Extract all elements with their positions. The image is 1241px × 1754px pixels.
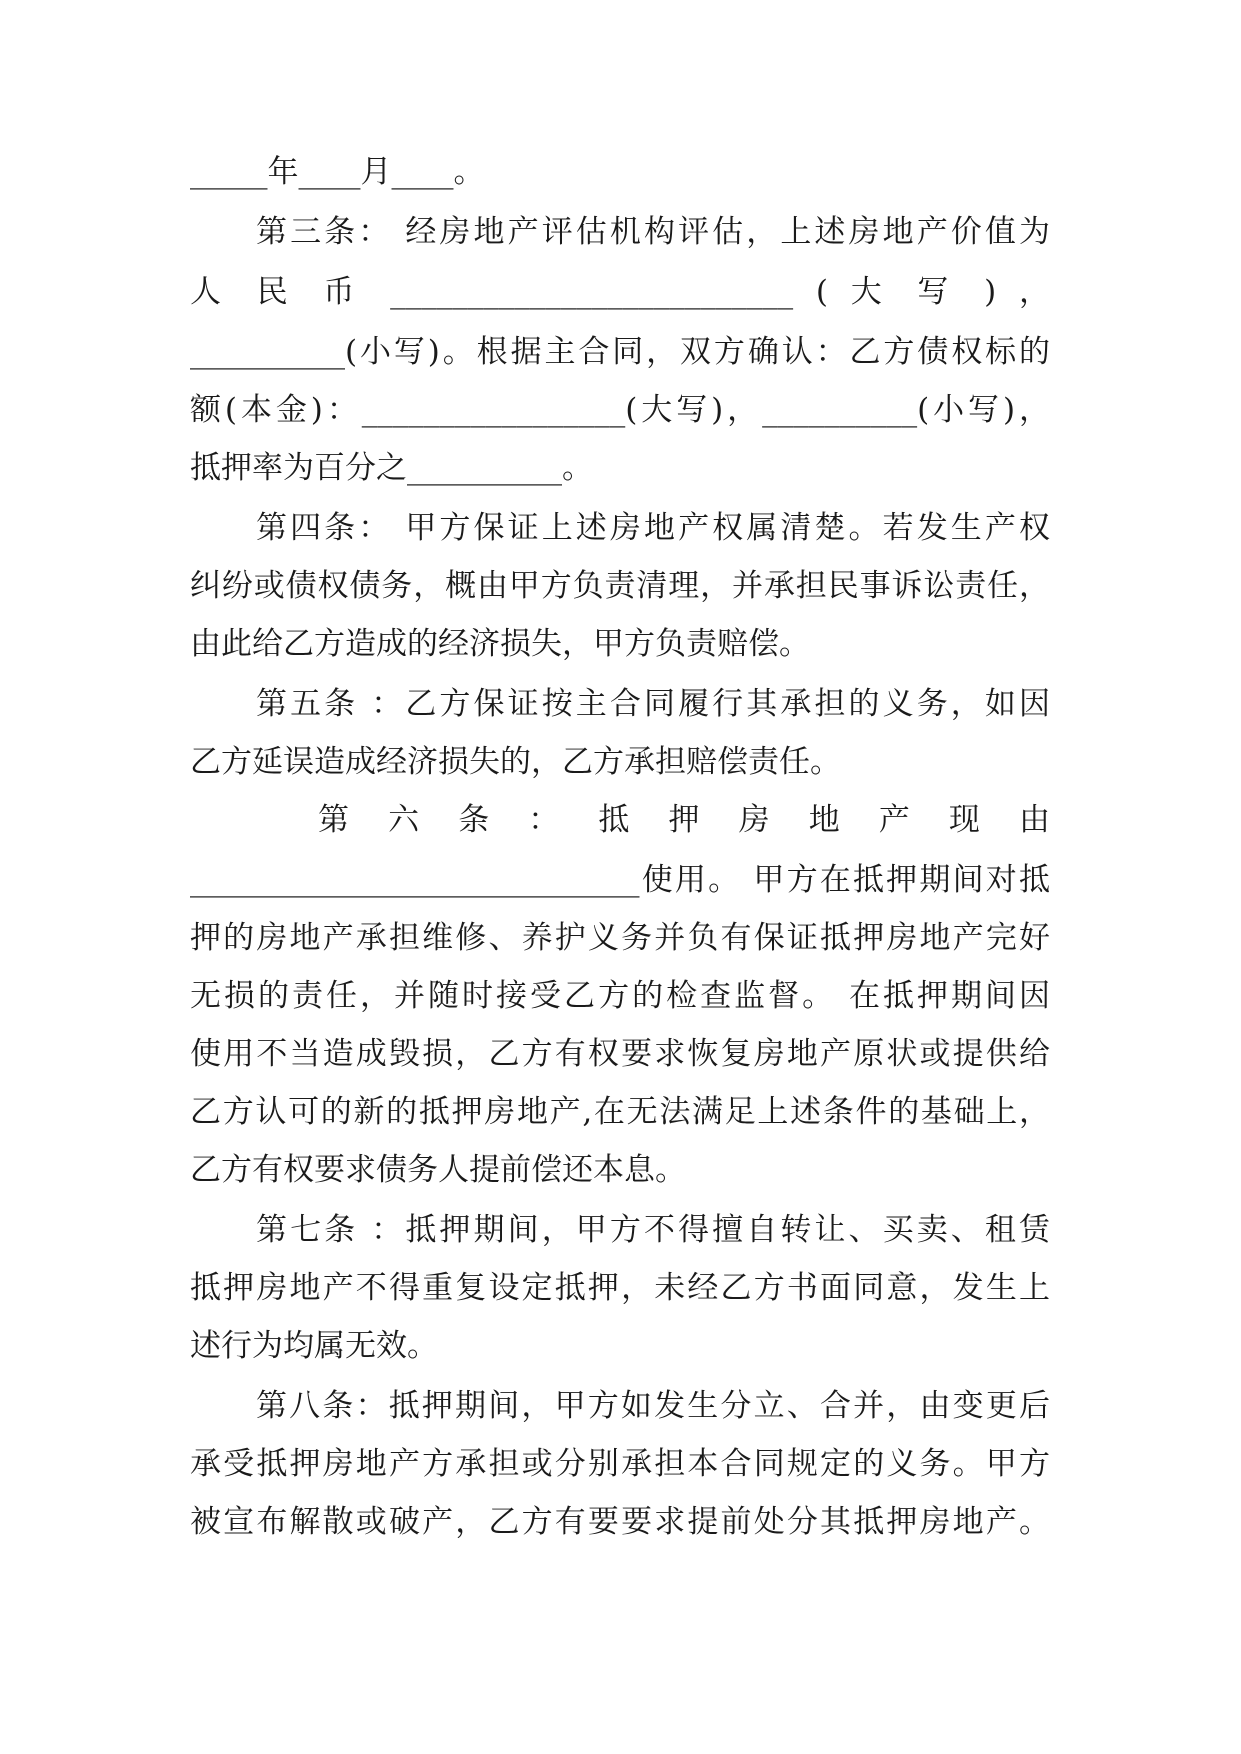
text-line: _____年____月____。 (190, 154, 485, 190)
article-5-heading-line: 第五条 ：乙方保证按主合同履行其承担的义务，如因 (256, 686, 1050, 722)
text-line: 纠纷或债权债务，概由甲方负责清理，并承担民事诉讼责任， (190, 568, 1050, 604)
text-line: 无损的责任，并随时接受乙方的检查监督。 在抵押期间因 (190, 978, 1050, 1014)
article-6-heading-line: 第 六 条 ： 抵 押 房 地 产 现 由 (318, 802, 1050, 838)
text-line: 使用不当造成毁损，乙方有权要求恢复房地产原状或提供给 (190, 1036, 1050, 1072)
text-line: 抵押率为百分之__________。 (190, 450, 593, 486)
text-line: 抵押房地产不得重复设定抵押，未经乙方书面同意，发生上 (190, 1270, 1050, 1306)
text-line: 承受抵押房地产方承担或分别承担本合同规定的义务。甲方 (190, 1446, 1050, 1482)
text-line: 乙方延误造成经济损失的，乙方承担赔偿责任。 (190, 744, 841, 780)
article-8-heading-line: 第八条：抵押期间，甲方如发生分立、合并，由变更后 (256, 1388, 1050, 1424)
article-3-heading-line: 第三条： 经房地产评估机构评估，上述房地产价值为 (256, 214, 1050, 250)
text-line: 额(本金)：_________________(大写)，__________(小写)， (190, 392, 1050, 428)
text-line: 人 民 币 __________________________ ( 大 写 ) ， (190, 274, 1050, 310)
text-line: 押的房地产承担维修、养护义务并负有保证抵押房地产完好 (190, 920, 1050, 956)
text-line: 述行为均属无效。 (190, 1328, 438, 1364)
text-line: 被宣布解散或破产，乙方有要要求提前处分其抵押房地产。 (190, 1504, 1050, 1540)
article-4-heading-line: 第四条： 甲方保证上述房地产权属清楚。若发生产权 (256, 510, 1050, 546)
text-line: 乙方有权要求债务人提前偿还本息。 (190, 1152, 686, 1188)
article-7-heading-line: 第七条 ：抵押期间，甲方不得擅自转让、买卖、租赁 (256, 1212, 1050, 1248)
text-line: __________(小写)。根据主合同，双方确认：乙方债权标的 (190, 334, 1050, 370)
text-line: 由此给乙方造成的经济损失，甲方负责赔偿。 (190, 626, 810, 662)
text-line: 乙方认可的新的抵押房地产,在无法满足上述条件的基础上， (190, 1094, 1050, 1130)
text-line: _____________________________使用。 甲方在抵押期间对抵 (190, 862, 1050, 898)
